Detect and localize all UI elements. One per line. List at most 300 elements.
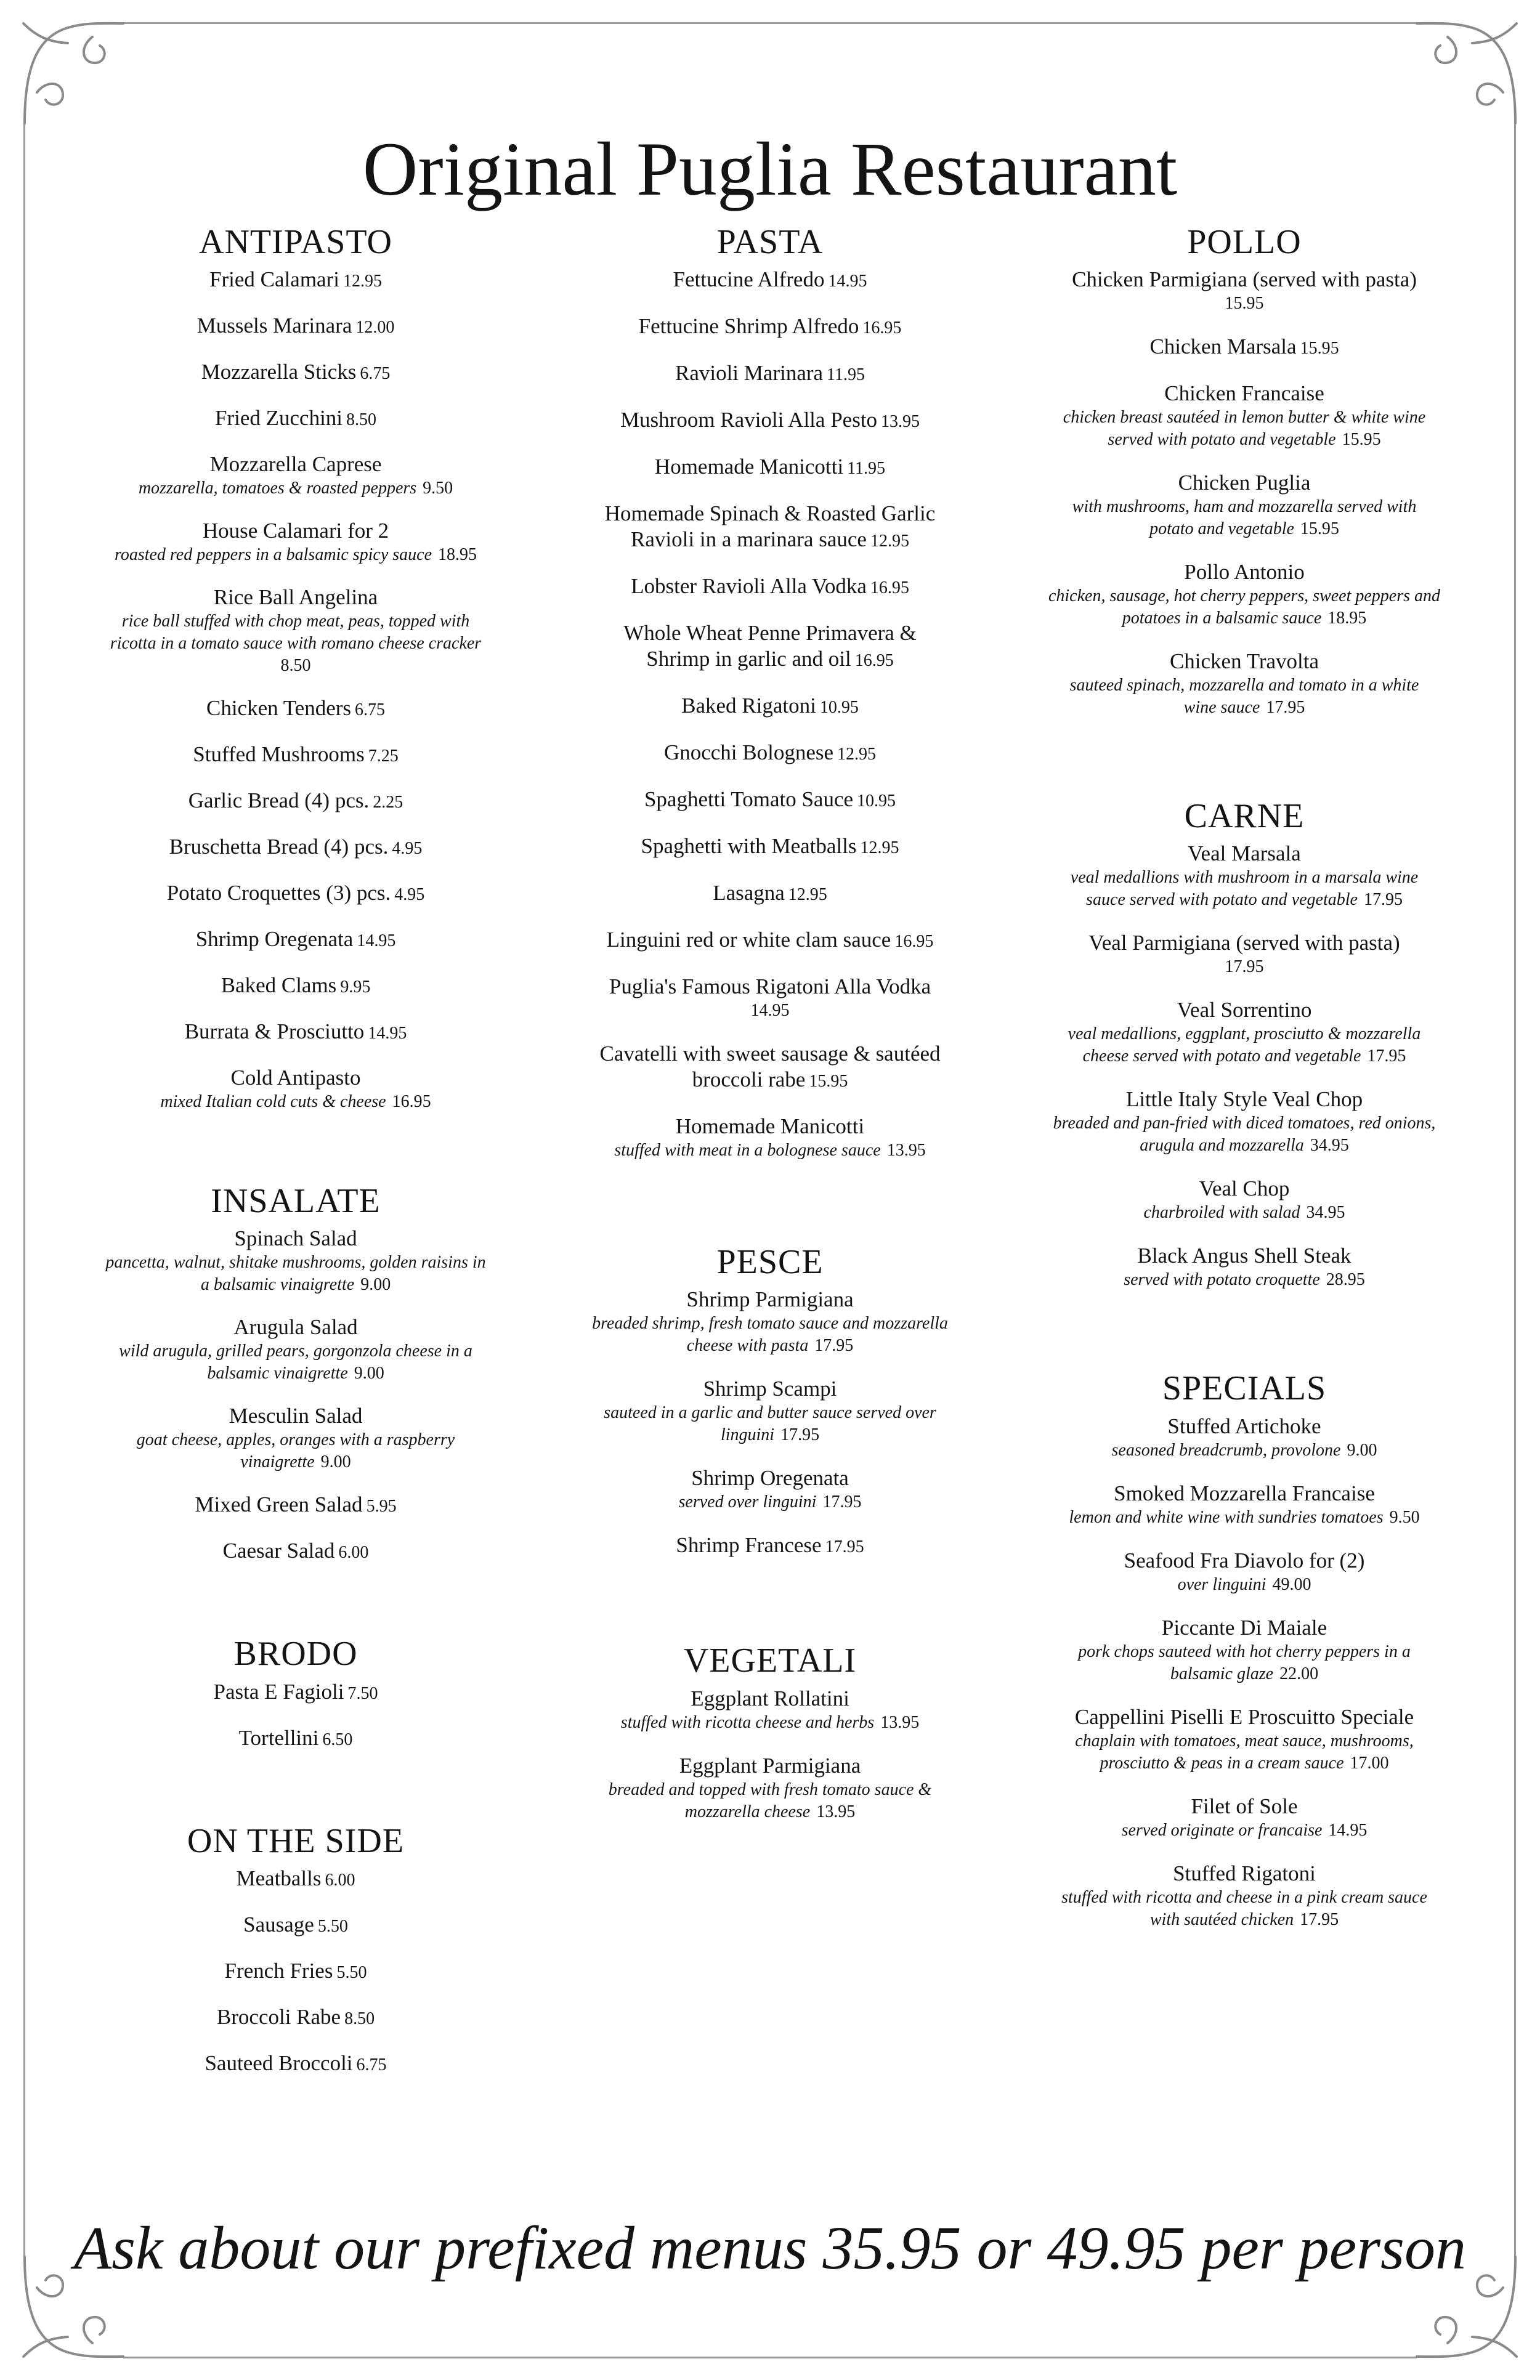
item-price: 9.00 [1347, 1440, 1377, 1460]
item-description [530, 1313, 1010, 1335]
menu-item [530, 1532, 1010, 1560]
item-price-line [1004, 956, 1485, 978]
item-name-line [530, 974, 1010, 1000]
item-name: Mussels Marinara [197, 314, 352, 338]
section-heading: VEGETALI [683, 1641, 857, 1680]
item-name-line [55, 1226, 536, 1252]
item-description-text: arugula and mozzarella [1140, 1136, 1304, 1156]
item-name: Shrimp Scampi [703, 1377, 837, 1401]
item-name: Puglia's Famous Rigatoni Alla Vodka [609, 974, 931, 999]
item-name-line [530, 573, 1010, 601]
menu-item [55, 788, 536, 816]
item-price: 12.95 [870, 532, 909, 551]
item-description-text: with sautéed chicken [1149, 1909, 1294, 1929]
item-name: Fettucine Alfredo [673, 267, 825, 292]
item-description [1004, 518, 1485, 540]
item-price: 8.50 [280, 656, 311, 676]
item-name-line [530, 314, 1010, 341]
menu-item [55, 1065, 536, 1113]
section-heading: PESCE [716, 1243, 824, 1282]
item-name-line [1004, 841, 1485, 867]
item-name-line [530, 927, 1010, 955]
item-name-line [1004, 1615, 1485, 1641]
menu-item [530, 740, 1010, 767]
menu-item [55, 1679, 536, 1707]
menu-item [530, 1114, 1010, 1162]
item-description [55, 1429, 536, 1451]
item-name-line [530, 693, 1010, 721]
item-name-line [55, 880, 536, 908]
menu-item [55, 973, 536, 1000]
item-price: 12.95 [860, 838, 899, 858]
menu-item [530, 407, 1010, 435]
item-description-text: ricotta in a tomato sauce with romano cheese cracker [110, 634, 482, 654]
item-price: 9.95 [340, 977, 371, 997]
menu-section [1004, 1368, 1485, 1930]
item-name-line [530, 527, 1010, 554]
item-description-text: seasoned breadcrumb, provolone [1111, 1440, 1341, 1460]
item-name-line [530, 620, 1010, 646]
menu-item [1004, 1861, 1485, 1931]
item-name-line [530, 1465, 1010, 1491]
frame-left-border [23, 123, 25, 2257]
item-price: 16.95 [862, 318, 902, 338]
item-description [1004, 1730, 1485, 1752]
item-name: Chicken Parmigiana (served with pasta) [1072, 267, 1417, 292]
menu-item [530, 1686, 1010, 1734]
item-name: Lobster Ravioli Alla Vodka [631, 574, 867, 599]
menu-item [530, 360, 1010, 388]
section-heading: ANTIPASTO [199, 223, 392, 261]
item-price: 18.95 [438, 545, 477, 565]
menu-section [530, 222, 1010, 1162]
item-price: 17.95 [1300, 1909, 1339, 1929]
item-price: 15.95 [1225, 294, 1264, 314]
item-description [55, 1340, 536, 1362]
item-name-line [530, 1753, 1010, 1779]
item-description [530, 1712, 1010, 1734]
item-name-line [530, 646, 1010, 674]
item-name: Shrimp in garlic and oil [646, 647, 851, 671]
item-price: 10.95 [857, 791, 896, 811]
item-description [530, 1801, 1010, 1823]
menu-item [1004, 1548, 1485, 1596]
item-name: Mixed Green Salad [195, 1492, 363, 1517]
item-name-line [55, 405, 536, 433]
item-name-line [1004, 1087, 1485, 1112]
item-description [55, 1252, 536, 1274]
menu-column-center [530, 222, 1010, 1823]
item-name-line [530, 1067, 1010, 1095]
item-description-text: cheese served with potato and vegetable [1082, 1046, 1361, 1066]
menu-section [530, 1242, 1010, 1560]
item-description-text: mozzarella cheese [684, 1802, 811, 1821]
item-description [1004, 1202, 1485, 1224]
item-name: Stuffed Artichoke [1167, 1414, 1321, 1438]
menu-item [55, 1958, 536, 1986]
item-name-line [1004, 1414, 1485, 1439]
item-price-line [530, 1000, 1010, 1022]
item-description [1004, 429, 1485, 451]
item-name-line [1004, 997, 1485, 1023]
item-name-line [1004, 381, 1485, 407]
item-name-line [55, 1314, 536, 1340]
menu-item [55, 2050, 536, 2078]
item-price: 2.25 [373, 793, 403, 812]
item-description [530, 1491, 1010, 1513]
section-heading: POLLO [1187, 223, 1302, 261]
item-name: Caesar Salad [222, 1539, 335, 1563]
item-name: Shrimp Oregenata [195, 927, 354, 952]
item-name-line [55, 2050, 536, 2078]
item-description [1004, 1819, 1485, 1842]
menu-item [55, 451, 536, 500]
item-description-text: over linguini [1177, 1574, 1266, 1594]
item-description [55, 633, 536, 655]
item-name: Shrimp Parmigiana [686, 1287, 854, 1312]
item-price: 17.95 [1367, 1046, 1406, 1066]
item-name-line [530, 787, 1010, 814]
item-price: 17.95 [1363, 890, 1403, 910]
item-price: 12.95 [342, 272, 382, 291]
menu-item [530, 880, 1010, 908]
item-name: Chicken Francaise [1164, 381, 1324, 406]
menu-item [55, 1019, 536, 1046]
item-price: 14.95 [368, 1024, 407, 1043]
item-description [1004, 674, 1485, 697]
item-name: Garlic Bread (4) pcs. [188, 788, 370, 813]
item-description-text: linguini [720, 1425, 775, 1445]
item-name-line [55, 788, 536, 816]
menu-section [1004, 796, 1485, 1291]
item-price: 7.50 [347, 1683, 378, 1703]
menu-item [55, 1314, 536, 1385]
item-name-line [55, 451, 536, 477]
item-name-line [55, 359, 536, 387]
item-name: Mozzarella Caprese [209, 452, 382, 477]
item-description-text: a balsamic vinaigrette [200, 1275, 355, 1295]
item-description-text: chicken, sausage, hot cherry peppers, sweet peppers and [1048, 586, 1441, 606]
item-name: Little Italy Style Veal Chop [1125, 1087, 1363, 1112]
item-name-line [55, 1679, 536, 1707]
menu-item [530, 1465, 1010, 1513]
menu-item [55, 1725, 536, 1753]
menu-item [1004, 1176, 1485, 1224]
item-price: 6.00 [325, 1870, 355, 1890]
item-price: 18.95 [1327, 609, 1367, 628]
item-name: Veal Chop [1199, 1176, 1290, 1201]
frame-bottom-border [123, 2357, 1417, 2358]
item-name: Pollo Antonio [1184, 560, 1305, 585]
item-name-line [55, 834, 536, 862]
item-name: Cavatelli with sweet sausage & sautéed [599, 1042, 941, 1066]
item-price: 14.95 [357, 931, 396, 951]
item-name: Piccante Di Maiale [1161, 1615, 1327, 1640]
item-name-line [1004, 1794, 1485, 1819]
item-description-text: sauteed spinach, mozzarella and tomato in a white [1069, 676, 1419, 695]
item-name: broccoli rabe [692, 1067, 806, 1092]
item-price: 17.95 [814, 1336, 854, 1356]
menu-item [530, 1041, 1010, 1095]
item-price: 9.00 [354, 1364, 384, 1383]
corner-ornament-icon [1411, 12, 1528, 129]
item-description [1004, 1135, 1485, 1157]
item-price: 17.95 [1266, 698, 1305, 718]
item-price: 9.50 [1389, 1507, 1420, 1527]
item-name-line [55, 742, 536, 769]
item-name: Tortellini [238, 1725, 319, 1750]
item-name-line [1004, 1243, 1485, 1269]
section-heading: BRODO [233, 1635, 358, 1674]
item-description-text: stuffed with ricotta cheese and herbs [620, 1712, 875, 1732]
item-name: Bruschetta Bread (4) pcs. [169, 835, 389, 859]
menu-item [1004, 1414, 1485, 1462]
item-name-line [530, 454, 1010, 482]
item-description-text: mixed Italian cold cuts & cheese [160, 1092, 386, 1112]
menu-item [1004, 930, 1485, 978]
item-name: Gnocchi Bolognese [663, 740, 834, 765]
item-name: Homemade Manicotti [675, 1114, 865, 1139]
item-price: 4.95 [392, 839, 423, 859]
item-description-text: potato and vegetable [1149, 519, 1294, 539]
item-description-text: served originate or francaise [1121, 1820, 1323, 1840]
item-name: Ravioli in a marinara sauce [631, 527, 867, 552]
item-price: 16.95 [392, 1092, 431, 1112]
item-price: 14.95 [1328, 1820, 1368, 1840]
item-name-line [55, 695, 536, 723]
item-name: Sauteed Broccoli [205, 2050, 353, 2075]
item-name: Stuffed Rigatoni [1173, 1861, 1316, 1885]
item-description [1004, 496, 1485, 518]
prefixed-menu-note: Ask about our prefixed menus 35.95 or 49.95 per person [74, 2214, 1466, 2282]
item-description-text: veal medallions, eggplant, prosciutto & mozzarella [1068, 1024, 1421, 1044]
menu-item [1004, 841, 1485, 911]
item-name: Mozzarella Sticks [201, 360, 357, 384]
item-description-text: sauce served with potato and vegetable [1086, 890, 1358, 910]
item-description [1004, 1112, 1485, 1135]
item-description [55, 1451, 536, 1473]
menu-item [530, 693, 1010, 721]
menu-item [55, 518, 536, 566]
item-description [1004, 585, 1485, 607]
section-heading: PASTA [716, 223, 824, 261]
item-name: Chicken Travolta [1169, 649, 1319, 674]
item-price: 11.95 [847, 459, 886, 479]
menu-item [1004, 1243, 1485, 1291]
item-price: 16.95 [894, 932, 934, 952]
menu-column-left [55, 222, 536, 2078]
item-name: Veal Parmigiana (served with pasta) [1088, 931, 1400, 955]
menu-item [530, 927, 1010, 955]
item-description-text: with mushrooms, ham and mozzarella served with [1072, 497, 1417, 517]
item-name-line [55, 1403, 536, 1429]
menu-item [1004, 381, 1485, 451]
menu-section [55, 1181, 536, 1566]
item-name-line [530, 740, 1010, 767]
menu-item [1004, 997, 1485, 1067]
menu-item [55, 359, 536, 387]
item-description-text: pancetta, walnut, shitake mushrooms, golden raisins in [105, 1253, 486, 1273]
menu-item [1004, 470, 1485, 540]
item-price: 7.25 [368, 747, 399, 766]
menu-item [55, 1538, 536, 1566]
menu-item [1004, 1794, 1485, 1842]
item-price: 15.95 [1300, 519, 1339, 539]
item-name: Eggplant Rollatini [691, 1686, 849, 1710]
item-name: Lasagna [713, 881, 785, 905]
item-price: 9.00 [320, 1452, 351, 1472]
item-name: Ravioli Marinara [675, 361, 824, 386]
menu-item [530, 833, 1010, 861]
item-description [1004, 1641, 1485, 1663]
item-price: 5.50 [317, 1916, 348, 1936]
item-price: 34.95 [1310, 1136, 1349, 1156]
item-description [1004, 1269, 1485, 1291]
item-description [1004, 867, 1485, 889]
menu-item [530, 501, 1010, 554]
item-name: Baked Rigatoni [681, 694, 816, 718]
menu-item [55, 267, 536, 294]
menu-item [55, 1866, 536, 1893]
item-name: Spaghetti Tomato Sauce [644, 787, 854, 812]
restaurant-title: Original Puglia Restaurant [362, 127, 1178, 212]
item-description [55, 544, 536, 566]
item-name: Veal Sorrentino [1177, 998, 1312, 1022]
item-description-text: vinaigrette [240, 1452, 315, 1472]
item-description-text: balsamic vinaigrette [207, 1364, 348, 1383]
item-name-line [1004, 649, 1485, 674]
section-heading: SPECIALS [1162, 1369, 1327, 1408]
item-name: Homemade Spinach & Roasted Garlic [604, 501, 936, 526]
item-description [1004, 607, 1485, 629]
item-price: 6.00 [338, 1543, 369, 1563]
menu-item [530, 1376, 1010, 1446]
item-name-line [1004, 930, 1485, 956]
item-description-text: stuffed with meat in a bolognese sauce [614, 1141, 881, 1160]
item-price: 9.00 [360, 1275, 391, 1295]
item-price: 6.75 [356, 2055, 387, 2074]
item-price: 6.75 [360, 364, 391, 384]
item-name-line [1004, 267, 1485, 293]
menu-item [530, 620, 1010, 674]
item-description-text: breaded shrimp, fresh tomato sauce and mozzarella [592, 1314, 948, 1334]
menu-item [55, 2004, 536, 2032]
item-name: Spinach Salad [234, 1226, 357, 1251]
item-name-line [530, 1114, 1010, 1139]
item-price: 17.95 [825, 1537, 864, 1557]
item-price-line [1004, 293, 1485, 315]
menu-item [1004, 1481, 1485, 1529]
frame-top-border [123, 22, 1417, 24]
item-name: Homemade Manicotti [654, 455, 844, 479]
menu-item [55, 1226, 536, 1296]
item-name: Baked Clams [221, 973, 337, 998]
item-name: Seafood Fra Diavolo for (2) [1124, 1548, 1365, 1572]
item-name: Eggplant Parmigiana [679, 1753, 861, 1778]
menu-item [530, 1753, 1010, 1823]
item-name: Mesculin Salad [229, 1404, 363, 1428]
item-name-line [55, 2004, 536, 2032]
item-name-line [1004, 334, 1485, 362]
item-price: 6.50 [322, 1730, 353, 1749]
menu-item [55, 926, 536, 954]
item-name-line [55, 1912, 536, 1940]
item-name-line [1004, 1548, 1485, 1574]
item-name-line [530, 407, 1010, 435]
item-description-text: potatoes in a balsamic sauce [1122, 609, 1322, 628]
menu-item [530, 573, 1010, 601]
item-name: Mushroom Ravioli Alla Pesto [620, 408, 878, 432]
item-description-text: chicken breast sautéed in lemon butter & white wine [1063, 408, 1426, 427]
item-name: Rice Ball Angelina [213, 585, 378, 610]
item-name: Chicken Marsala [1149, 334, 1297, 359]
item-price: 12.00 [355, 318, 395, 338]
menu-item [55, 313, 536, 341]
item-price: 6.75 [355, 700, 386, 720]
item-price: 14.95 [750, 1001, 790, 1021]
item-name-line [530, 501, 1010, 527]
item-description [1004, 1045, 1485, 1067]
item-name-line [55, 267, 536, 294]
menu-item [530, 267, 1010, 294]
frame-right-border [1514, 123, 1516, 2257]
item-description-text: wild arugula, grilled pears, gorgonzola cheese in a [119, 1342, 472, 1361]
item-description-text: breaded and pan-fried with diced tomatoes, red onions, [1053, 1114, 1436, 1133]
item-price: 15.95 [809, 1072, 848, 1091]
section-heading: CARNE [1184, 797, 1305, 836]
item-name: Fried Zucchini [214, 406, 343, 431]
menu-item [530, 974, 1010, 1022]
menu-item [1004, 1704, 1485, 1775]
item-price: 14.95 [828, 272, 867, 291]
item-description-text: wine sauce [1183, 698, 1260, 718]
item-name-line [1004, 1704, 1485, 1730]
item-price: 4.95 [394, 885, 425, 905]
item-name: Chicken Puglia [1178, 471, 1311, 495]
item-name-line [1004, 559, 1485, 585]
item-price-line [55, 655, 536, 677]
item-description [55, 1362, 536, 1385]
item-price: 8.50 [346, 410, 377, 430]
item-price: 13.95 [881, 412, 920, 432]
item-name: Black Angus Shell Steak [1137, 1244, 1352, 1268]
item-description [1004, 1663, 1485, 1685]
item-price: 13.95 [886, 1141, 926, 1160]
item-price: 16.95 [854, 651, 894, 671]
item-description-text: sauteed in a garlic and butter sauce served over [604, 1403, 936, 1423]
item-description [530, 1424, 1010, 1446]
menu-section [55, 1821, 536, 2078]
item-description-text: served with potato and vegetable [1108, 430, 1336, 450]
item-name-line [55, 1492, 536, 1520]
item-name-line [1004, 470, 1485, 496]
menu-item [55, 695, 536, 723]
item-description [530, 1402, 1010, 1424]
item-description [1004, 1909, 1485, 1931]
item-description-text: roasted red peppers in a balsamic spicy sauce [114, 545, 432, 565]
item-name-line [55, 1065, 536, 1091]
section-heading: INSALATE [211, 1182, 381, 1221]
item-name-line [55, 313, 536, 341]
item-name: French Fries [224, 1958, 333, 1983]
item-description [1004, 889, 1485, 911]
item-price: 11.95 [827, 365, 865, 385]
item-name: House Calamari for 2 [202, 519, 389, 543]
item-name-line [530, 1376, 1010, 1402]
corner-ornament-icon [12, 12, 129, 129]
item-name-line [530, 1041, 1010, 1067]
item-description-text: charbroiled with salad [1143, 1203, 1300, 1223]
